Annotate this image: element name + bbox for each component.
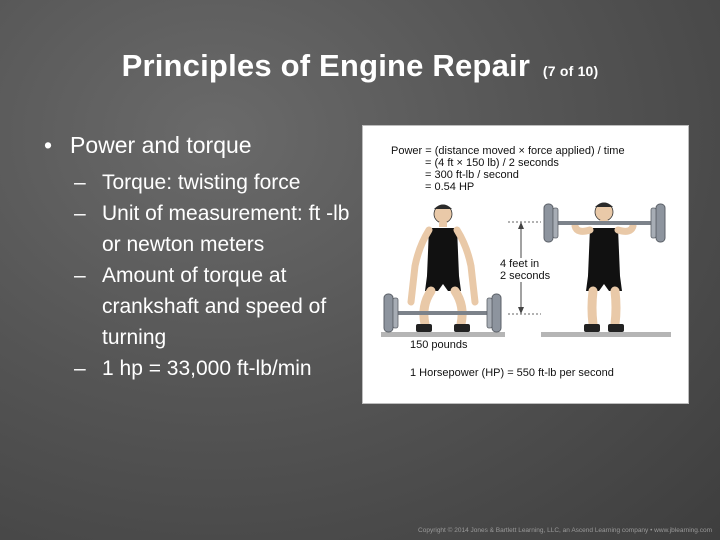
dash-icon: – bbox=[74, 357, 86, 380]
formula-line: = (4 ft × 150 lb) / 2 seconds bbox=[425, 157, 559, 169]
hp-definition: 1 Horsepower (HP) = 550 ft-lb per second bbox=[410, 367, 614, 379]
dash-icon: – bbox=[74, 171, 86, 194]
subbullet-text: Torque: twisting force bbox=[102, 171, 301, 194]
subbullet-list bbox=[74, 167, 364, 384]
subbullet-item bbox=[74, 198, 364, 260]
title-page-indicator: (7 of 10) bbox=[542, 63, 599, 79]
subbullet-text: Unit of measurement: ft -lb or newton meters bbox=[102, 202, 350, 256]
subbullet-item bbox=[74, 260, 364, 353]
subbullet-item bbox=[74, 167, 364, 198]
floor-left bbox=[381, 332, 505, 337]
bullet-list bbox=[44, 132, 364, 384]
subbullet-item bbox=[74, 353, 364, 384]
dash-icon: – bbox=[74, 264, 86, 287]
formula-line: = 300 ft-lb / second bbox=[425, 169, 519, 181]
bullet-item bbox=[44, 132, 364, 159]
formula-line: Power = (distance moved × force applied) / time bbox=[391, 145, 625, 157]
weight-label: 150 pounds bbox=[410, 339, 468, 351]
power-illustration bbox=[362, 125, 689, 404]
subbullet-text: Amount of torque at crankshaft and speed of turning bbox=[102, 264, 327, 349]
lift-label: 2 seconds bbox=[500, 270, 551, 282]
bullet-text: Power and torque bbox=[70, 132, 252, 158]
title-text: Principles of Engine Repair bbox=[121, 48, 531, 83]
formula-line: = 0.54 HP bbox=[425, 181, 475, 193]
floor-right bbox=[541, 332, 671, 337]
copyright-notice: Copyright © 2014 Jones & Bartlett Learning, LLC, an Ascend Learning company • www.jblearning.com bbox=[418, 527, 712, 534]
bullet-dot-icon: • bbox=[44, 132, 53, 158]
subbullet-text: 1 hp = 33,000 ft-lb/min bbox=[102, 357, 312, 380]
lift-label: 4 feet in bbox=[500, 258, 540, 270]
dash-icon: – bbox=[74, 202, 86, 225]
slide-title bbox=[0, 48, 720, 84]
barbell-floor bbox=[384, 294, 501, 332]
